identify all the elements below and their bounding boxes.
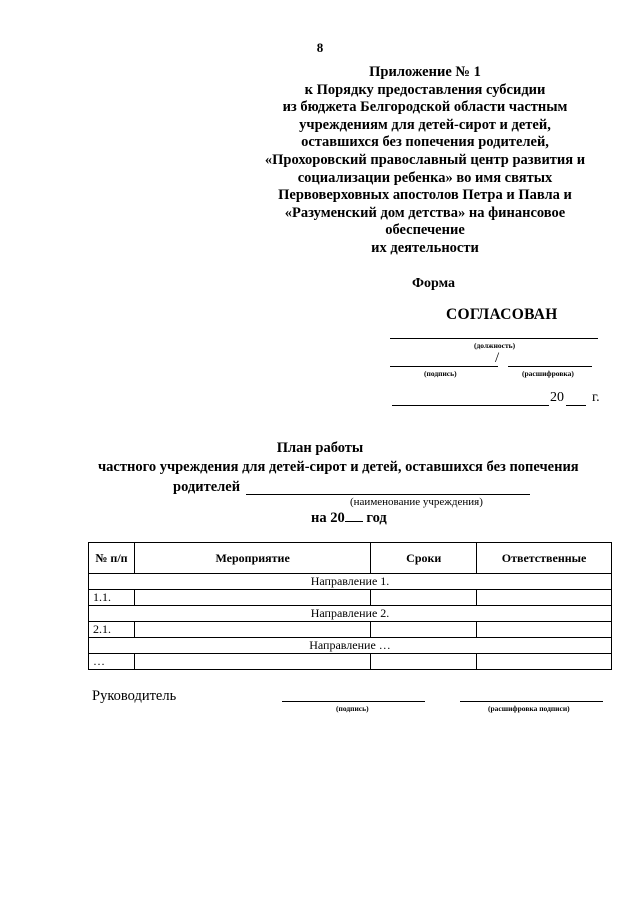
- row-event[interactable]: [134, 622, 370, 638]
- date-suffix: г.: [592, 390, 600, 405]
- header-number: № п/п: [89, 543, 135, 574]
- plan-subtitle: частного учреждения для детей-сирот и детей, оставшихся без попечения: [98, 459, 579, 475]
- plan-year: [311, 509, 387, 527]
- header-event: Мероприятие: [134, 543, 370, 574]
- annex-line: к Порядку предоставления субсидии: [304, 81, 546, 98]
- slash-separator: /: [495, 350, 500, 366]
- header-responsible: Ответственные: [477, 543, 612, 574]
- annex-line: обеспечение: [385, 222, 465, 239]
- plan-table: [88, 542, 612, 670]
- year-prefix: на 20: [311, 510, 345, 526]
- year-blank: [345, 509, 363, 522]
- annex-line: их деятельности: [371, 239, 479, 256]
- annex-line: Приложение № 1: [369, 64, 481, 80]
- annex-line: «Разуменский дом детства» на финансовое: [284, 204, 566, 221]
- annex-line: учреждениям для детей-сирот и детей,: [299, 116, 551, 133]
- direction-row: Направление …: [89, 638, 612, 654]
- year-suffix: год: [366, 510, 387, 526]
- row-responsible[interactable]: [477, 590, 612, 606]
- signature-line: [390, 366, 498, 367]
- plan-title: План работы: [276, 440, 364, 456]
- position-hint: (должность): [474, 341, 516, 350]
- institution-hint: (наименование учреждения): [350, 496, 483, 508]
- institution-line: [246, 494, 530, 495]
- plan-subtitle-2: родителей: [173, 479, 241, 495]
- page-number: 8: [316, 40, 324, 55]
- row-number: …: [89, 654, 135, 670]
- decoding-line: [508, 366, 592, 367]
- head-signature-hint: (подпись): [336, 704, 369, 713]
- approval-title: СОГЛАСОВАН: [446, 306, 558, 323]
- date-year-line: [566, 405, 586, 406]
- row-responsible[interactable]: [477, 654, 612, 670]
- row-event[interactable]: [134, 654, 370, 670]
- direction-row: Направление 2.: [89, 606, 612, 622]
- decoding-hint: (расшифровка): [522, 369, 574, 378]
- table-header-row: [89, 543, 612, 574]
- annex-line: оставшихся без попечения родителей,: [301, 134, 549, 151]
- table-row: [89, 654, 612, 670]
- row-terms[interactable]: [371, 590, 477, 606]
- table-row: [89, 622, 612, 638]
- annex-line: из бюджета Белгородской области частным: [282, 99, 568, 116]
- row-event[interactable]: [134, 590, 370, 606]
- signature-hint: (подпись): [424, 369, 457, 378]
- table-row: [89, 590, 612, 606]
- header-terms: Сроки: [371, 543, 477, 574]
- row-number: 1.1.: [89, 590, 135, 606]
- row-number: 2.1.: [89, 622, 135, 638]
- row-terms[interactable]: [371, 654, 477, 670]
- direction-row: Направление 1.: [89, 574, 612, 590]
- row-terms[interactable]: [371, 622, 477, 638]
- form-label: Форма: [412, 276, 456, 291]
- date-year: 20: [550, 390, 564, 405]
- head-label: Руководитель: [92, 688, 177, 704]
- annex-line: социализации ребенка» во имя святых: [297, 169, 553, 186]
- head-signature-line: [282, 701, 425, 702]
- annex-heading: [230, 64, 620, 258]
- position-line: [390, 338, 598, 339]
- head-decoding-line: [460, 701, 603, 702]
- head-decoding-hint: (расшифровка подписи): [488, 704, 570, 713]
- annex-line: «Прохоровский православный центр развития и: [264, 151, 586, 168]
- row-responsible[interactable]: [477, 622, 612, 638]
- date-line: [392, 405, 549, 406]
- annex-line: Первоверховных апостолов Петра и Павла и: [278, 187, 572, 204]
